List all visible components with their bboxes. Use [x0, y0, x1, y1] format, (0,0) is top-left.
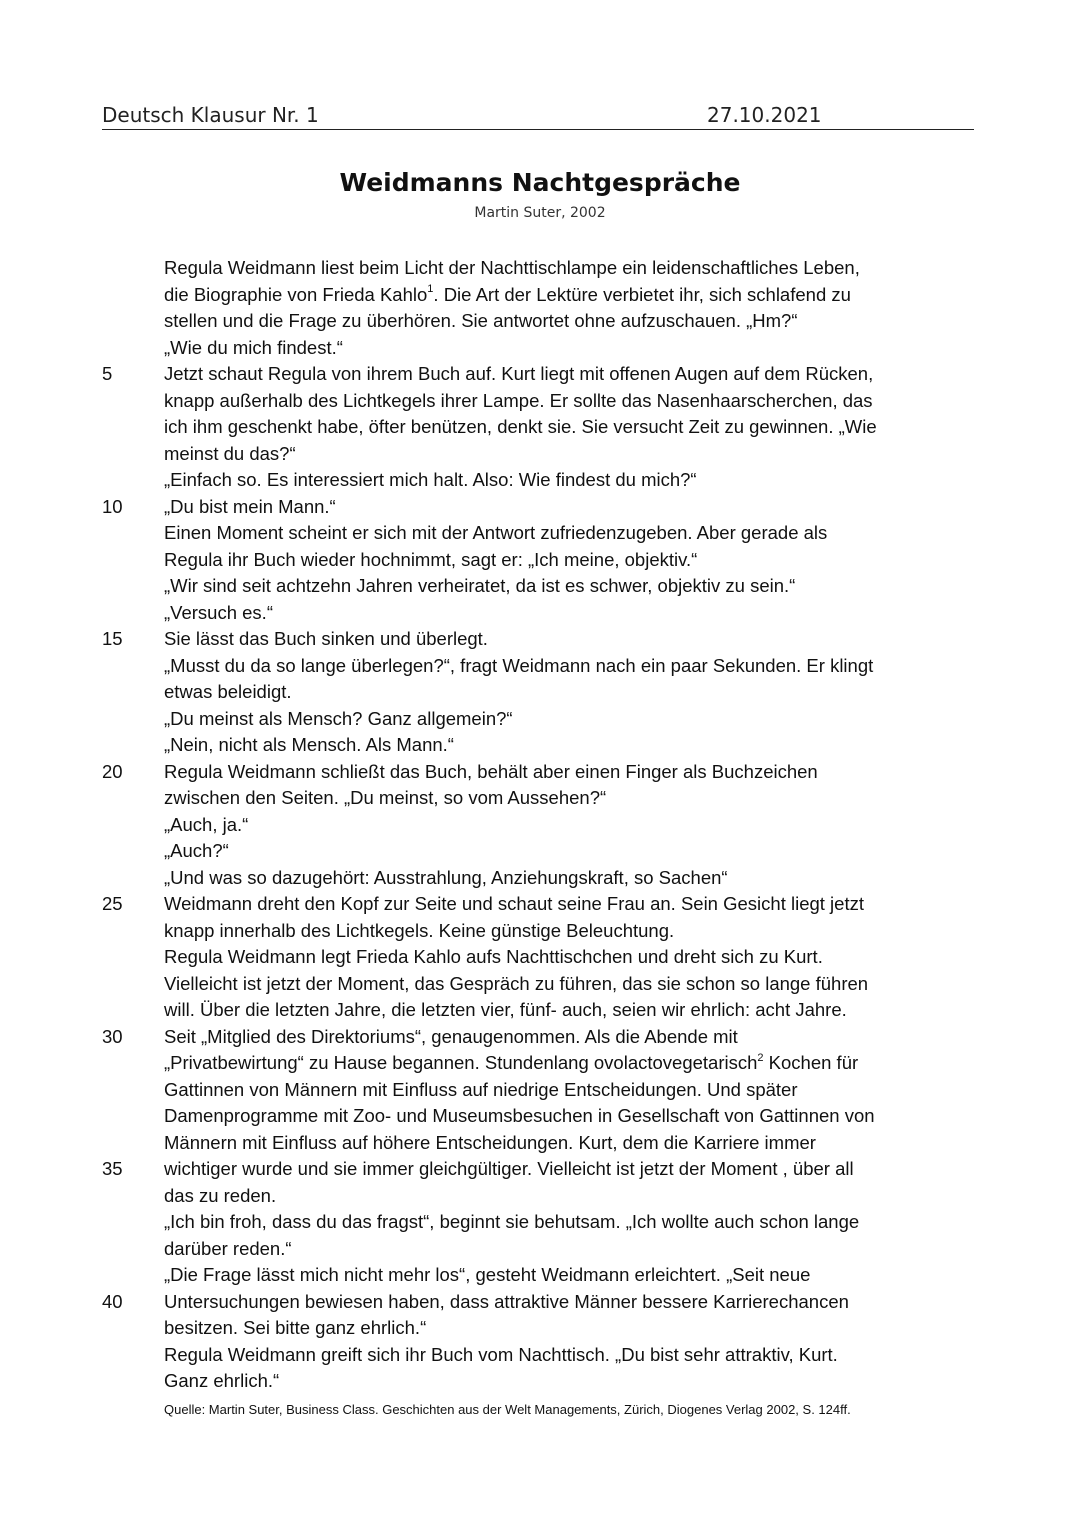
text-line [102, 1024, 964, 1051]
line-number: 40 [102, 1290, 123, 1312]
text-line [164, 255, 964, 282]
exam-label: Deutsch Klausur Nr. 1 [102, 103, 319, 127]
text-line [102, 494, 964, 521]
line-text: „Und was so dazugehört: Ausstrahlung, Anziehungskraft, so Sachen“ [164, 866, 728, 888]
text-line [164, 944, 964, 971]
line-text: Jetzt schaut Regula von ihrem Buch auf. Kurt liegt mit offenen Augen auf dem Rücken, [164, 363, 874, 384]
text-line [164, 308, 964, 335]
line-text: „Auch, ja.“ [164, 813, 249, 835]
line-text: Regula Weidmann liest beim Licht der Nachttischlampe ein leidenschaftliches Leben, [164, 257, 860, 278]
text-line [102, 361, 964, 388]
text-line [164, 732, 964, 759]
text-line [164, 388, 964, 415]
text-line [164, 1236, 964, 1263]
line-text: Weidmann dreht den Kopf zur Seite und schaut seine Frau an. Sein Gesicht liegt jetzt [164, 893, 864, 914]
text-line [102, 1289, 964, 1316]
source-note: Quelle: Martin Suter, Business Class. Geschichten aus der Welt Managements, Zürich, Diogenes Verlag 2002, S. 124ff. [164, 1402, 851, 1417]
line-text: „Du meinst als Mensch? Ganz allgemein?“ [164, 707, 513, 729]
line-text: Sie lässt das Buch sinken und überlegt. [164, 628, 488, 649]
line-number: 10 [102, 495, 123, 517]
line-number: 5 [102, 363, 113, 384]
line-text: „Nein, nicht als Mensch. Als Mann.“ [164, 734, 454, 755]
line-number: 15 [102, 628, 123, 649]
text-line [164, 1342, 964, 1369]
line-number: 25 [102, 893, 123, 914]
text-line [164, 441, 964, 468]
line-text: „Musst du da so lange überlegen?“, fragt Weidmann nach ein paar Sekunden. Er klingt [164, 654, 874, 676]
line-text: meinst du das?“ [164, 442, 296, 464]
line-text: Gattinnen von Männern mit Einfluss auf niedrige Entscheidungen. Und später [164, 1078, 798, 1100]
text-line [164, 1368, 964, 1395]
text-line [164, 1183, 964, 1210]
line-text-continued: Kochen für [763, 1052, 859, 1073]
line-text: Damenprogramme mit Zoo- und Museumsbesuchen in Gesellschaft von Gattinnen von [164, 1105, 875, 1126]
text-line [164, 600, 964, 627]
line-text: „Versuch es.“ [164, 601, 273, 623]
line-text-continued: . Die Art der Lektüre verbietet ihr, sich schlafend zu [433, 283, 851, 305]
text-line [164, 467, 964, 494]
line-number: 30 [102, 1025, 123, 1047]
text-line [164, 1315, 964, 1342]
text-line [102, 626, 964, 653]
line-text: wichtiger wurde und sie immer gleichgültiger. Vielleicht ist jetzt der Moment , über all [164, 1158, 854, 1179]
line-text: „Auch?“ [164, 840, 229, 861]
text-line [164, 918, 964, 945]
line-text: Regula Weidmann schließt das Buch, behält aber einen Finger als Buchzeichen [164, 760, 818, 782]
line-text: etwas beleidigt. [164, 681, 292, 702]
line-text: stellen und die Frage zu überhören. Sie antwortet ohne aufzuschauen. „Hm?“ [164, 310, 798, 331]
line-text: „Wie du mich findest.“ [164, 336, 343, 358]
text-line [164, 1103, 964, 1130]
text-line [102, 891, 964, 918]
line-text: will. Über die letzten Jahre, die letzten vier, fünf- auch, seien wir ehrlich: acht Jahre. [164, 999, 847, 1020]
text-line [164, 547, 964, 574]
line-text: Regula ihr Buch wieder hochnimmt, sagt er: „Ich meine, objektiv.“ [164, 548, 698, 570]
footnote-marker: 2 [757, 1051, 764, 1064]
exam-date: 27.10.2021 [707, 103, 822, 127]
line-text: „Privatbewirtung“ zu Hause begannen. Stundenlang ovolactovegetarisch [164, 1052, 758, 1073]
line-text: Seit „Mitglied des Direktoriums“, genaugenommen. Als die Abende mit [164, 1025, 738, 1047]
text-body [102, 255, 964, 1395]
line-text: „Die Frage lässt mich nicht mehr los“, gesteht Weidmann erleichtert. „Seit neue [164, 1264, 811, 1285]
text-line [102, 1156, 964, 1183]
line-text: knapp innerhalb des Lichtkegels. Keine günstige Beleuchtung. [164, 919, 675, 941]
text-line [164, 838, 964, 865]
line-text: „Du bist mein Mann.“ [164, 495, 336, 517]
line-text: darüber reden.“ [164, 1237, 292, 1259]
line-number: 35 [102, 1158, 123, 1179]
text-line [164, 1130, 964, 1157]
line-text: „Einfach so. Es interessiert mich halt. Also: Wie findest du mich?“ [164, 469, 697, 490]
line-number: 20 [102, 760, 123, 782]
line-text: knapp außerhalb des Lichtkegels ihrer Lampe. Er sollte das Nasenhaarscherchen, das [164, 389, 873, 411]
text-line [164, 1077, 964, 1104]
text-line [164, 1050, 964, 1077]
line-text: „Ich bin froh, dass du das fragst“, beginnt sie behutsam. „Ich wollte auch schon lange [164, 1211, 860, 1232]
line-text: „Wir sind seit achtzehn Jahren verheiratet, da ist es schwer, objektiv zu sein.“ [164, 575, 796, 596]
text-line [164, 1262, 964, 1289]
text-line [164, 282, 964, 309]
line-text: besitzen. Sei bitte ganz ehrlich.“ [164, 1317, 427, 1338]
line-text: Untersuchungen bewiesen haben, dass attraktive Männer bessere Karrierechancen [164, 1290, 849, 1312]
text-line [164, 520, 964, 547]
text-line [164, 1209, 964, 1236]
text-line [164, 679, 964, 706]
line-text: Regula Weidmann legt Frieda Kahlo aufs Nachttischchen und dreht sich zu Kurt. [164, 946, 823, 967]
document-subtitle: Martin Suter, 2002 [474, 205, 606, 221]
text-line [164, 335, 964, 362]
page-header [102, 103, 974, 130]
line-text: Vielleicht ist jetzt der Moment, das Gespräch zu führen, das sie schon so lange führen [164, 972, 869, 994]
document-title: Weidmanns Nachtgespräche [339, 168, 741, 197]
footnote-marker: 1 [427, 283, 434, 296]
line-text: Einen Moment scheint er sich mit der Antwort zufriedenzugeben. Aber gerade als [164, 522, 828, 543]
text-line [164, 573, 964, 600]
line-text: die Biographie von Frieda Kahlo [164, 283, 428, 305]
text-line [164, 971, 964, 998]
text-line [164, 865, 964, 892]
line-text: Männern mit Einfluss auf höhere Entscheidungen. Kurt, dem die Karriere immer [164, 1131, 816, 1153]
text-line [164, 997, 964, 1024]
line-text: ich ihm geschenkt habe, öfter benützen, denkt sie. Sie versucht Zeit zu gewinnen. „Wie [164, 416, 877, 437]
text-line [164, 653, 964, 680]
text-line [164, 414, 964, 441]
line-text: das zu reden. [164, 1184, 277, 1206]
text-line [164, 785, 964, 812]
text-line [164, 706, 964, 733]
line-text: Ganz ehrlich.“ [164, 1370, 280, 1391]
text-line [164, 812, 964, 839]
text-line [102, 759, 964, 786]
line-text: zwischen den Seiten. „Du meinst, so vom Aussehen?“ [164, 787, 607, 808]
line-text: Regula Weidmann greift sich ihr Buch vom Nachttisch. „Du bist sehr attraktiv, Kurt. [164, 1343, 838, 1365]
